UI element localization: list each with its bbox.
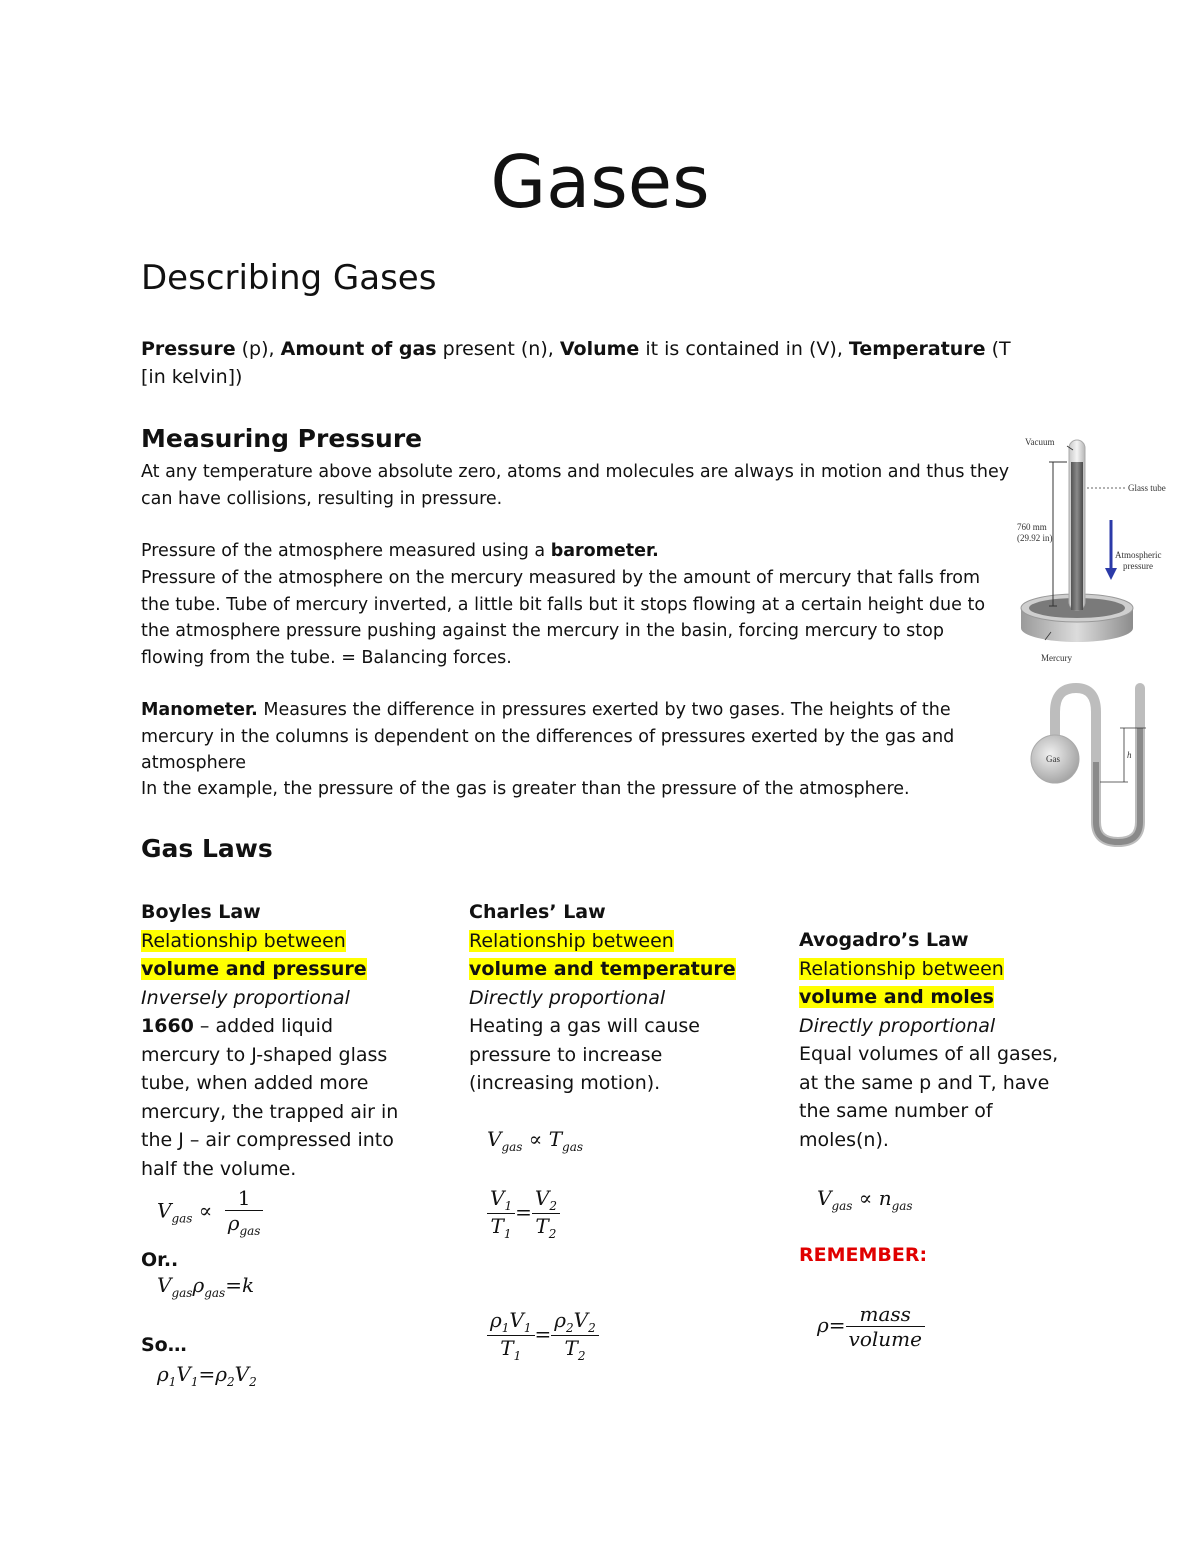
heading-describing-gases: Describing Gases — [141, 258, 437, 298]
charles-highlight — [469, 927, 759, 984]
charles-highlight-2: volume and temperature — [469, 958, 736, 980]
measuring-paragraph-5: In the example, the pressure of the gas is greater than the pressure of the atmosphere. — [141, 779, 910, 799]
avogadro-highlight-2: volume and moles — [799, 986, 994, 1008]
text-run: Pressure of the atmosphere measured using a — [141, 541, 551, 561]
label-vacuum: Vacuum — [1025, 437, 1055, 447]
boyle-so: So… — [141, 1334, 187, 1356]
charles-proportion: Directly proportional — [469, 986, 666, 1009]
boyle-proportion: Inversely proportional — [141, 986, 350, 1009]
label-gas: Gas — [1046, 754, 1060, 764]
text-run: it is contained in (V), — [639, 338, 849, 360]
boyle-formula-2: $V_{gas}\rho_{gas}=k$ — [157, 1273, 255, 1300]
boyle-highlight — [141, 927, 416, 984]
term-amount: Amount of gas — [280, 338, 437, 360]
boyles-law-column — [141, 898, 416, 1183]
term-volume: Volume — [559, 338, 640, 360]
avogadro-highlight — [799, 955, 1099, 1012]
density-denominator: volume — [848, 1327, 922, 1351]
avogadro-proportion: Directly proportional — [799, 1014, 996, 1037]
charles-description: Heating a gas will cause pressure to increase (increasing motion). — [469, 1015, 700, 1094]
avogadro-description: Equal volumes of all gases, at the same p and T, have the same number of moles(n). — [799, 1043, 1059, 1151]
charles-law-title: Charles’ Law — [469, 901, 606, 923]
text-run: (T [in kelvin]) — [141, 338, 1011, 388]
boyle-text: – added liquid mercury to J-shaped glass tube, when added more mercury, the trapped air in the J – air compressed into half the volume. — [141, 1015, 399, 1180]
arrow-head — [1105, 568, 1117, 580]
boyle-formula-1: $V_{gas}$ ∝ $\frac{1}{\rho_{gas}}$ — [157, 1186, 263, 1238]
measuring-paragraph-4 — [141, 697, 1011, 777]
avogadro-formula: $V_{gas} \propto n_{gas}$ — [817, 1186, 913, 1213]
boyle-highlight-2: volume and pressure — [141, 958, 367, 980]
density-numerator: mass — [846, 1302, 925, 1327]
term-manometer: Manometer. — [141, 700, 258, 720]
charles-formula-3: $\frac{\rho_1V_1}{T_1}$ = $\frac{\rho_2V_2}{T_2}$ — [487, 1308, 599, 1363]
remember-label: REMEMBER: — [799, 1244, 928, 1266]
term-barometer: barometer. — [550, 541, 659, 561]
term-pressure: Pressure — [141, 338, 236, 360]
heading-measuring-pressure: Measuring Pressure — [141, 424, 423, 453]
density-formula: ρ= $\frac{\text{mass}}{\text{volume}}$ — [817, 1302, 925, 1351]
charles-formula-1: $V_{gas} \propto T_{gas}$ — [487, 1127, 584, 1154]
charles-highlight-1: Relationship between — [469, 929, 674, 952]
avogadro-highlight-1: Relationship between — [799, 957, 1004, 980]
boyle-formula-3: $\rho_1V_1=\rho_2V_2$ — [157, 1362, 257, 1389]
boyle-or: Or.. — [141, 1249, 179, 1271]
label-h: h — [1127, 750, 1132, 760]
page-title: Gases — [490, 140, 710, 224]
boyles-law-title: Boyles Law — [141, 901, 261, 923]
label-glass-tube: Glass tube — [1128, 483, 1166, 493]
mercury-column — [1071, 462, 1083, 610]
term-temperature: Temperature — [848, 338, 986, 360]
manometer-figure — [1028, 682, 1158, 847]
charles-law-column — [469, 898, 759, 1098]
label-atmospheric: Atmospheric — [1115, 550, 1162, 560]
charles-formula-2: $\frac{V_1}{T_1}$ = $\frac{V_2}{T_2}$ — [487, 1186, 560, 1241]
barometer-figure — [1015, 430, 1195, 670]
avogadro-law-title: Avogadro’s Law — [799, 929, 969, 951]
text-run: present (n), — [436, 338, 560, 360]
measuring-paragraph-3: Pressure of the atmosphere on the mercury measured by the amount of mercury that falls from the tube. Tube of mercury inverted, a little bit falls but it stops flowing at a certain height due to the atmosphere pressure pushing against the mercury in the basin, forcing mercury to stop flowing from the tube. = Balancing forces. — [141, 568, 986, 668]
label-height-in: (29.92 in) — [1017, 533, 1053, 543]
measuring-paragraph-2 — [141, 538, 1011, 565]
label-mercury: Mercury — [1041, 653, 1072, 663]
describing-paragraph — [141, 335, 1021, 391]
text-run: Measures the difference in pressures exerted by two gases. The heights of the mercury in the columns is dependent on the differences of pressures exerted by the gas and atmosphere — [141, 700, 955, 773]
measuring-paragraph-1: At any temperature above absolute zero, atoms and molecules are always in motion and thus they can have collisions, resulting in pressure. — [141, 462, 1010, 509]
label-pressure: pressure — [1123, 561, 1153, 571]
manometer-mercury — [1096, 728, 1140, 842]
label-height-mm: 760 mm — [1017, 522, 1047, 532]
avogadro-law-column — [799, 926, 1099, 1154]
boyle-description — [141, 1012, 416, 1183]
boyle-highlight-1: Relationship between — [141, 929, 346, 952]
text-run: (p), — [235, 338, 281, 360]
boyle-year: 1660 — [141, 1015, 194, 1037]
heading-gas-laws: Gas Laws — [141, 834, 273, 863]
